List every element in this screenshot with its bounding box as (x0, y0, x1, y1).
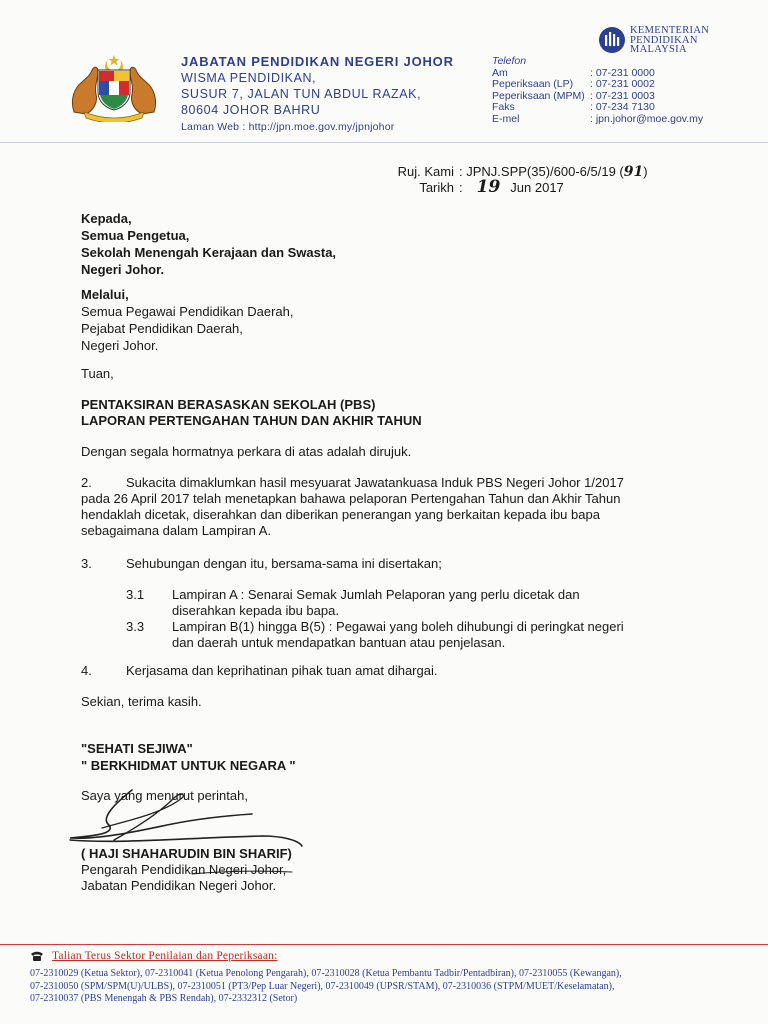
footer-line-3: 07-2310037 (PBS Menengah & PBS Rendah), 07-2332312 (Setor) (30, 993, 298, 1004)
org-name: JABATAN PENDIDIKAN NEGERI JOHOR (181, 54, 454, 69)
contact-value: : 07-234 7130 (590, 101, 655, 113)
via-block (81, 286, 293, 354)
ministry-name-line-1: KEMENTERIAN (630, 25, 710, 36)
paragraph-2-line-1: Sukacita dimaklumkan hasil mesyuarat Jawatankuasa Induk PBS Negeri Johor 1/2017 (126, 475, 624, 490)
date-row (370, 177, 648, 197)
date-label: Tarikh (419, 180, 454, 195)
paragraph-3-text: Sehubungan dengan itu, bersama-sama ini disertakan; (126, 556, 442, 571)
reference-block (370, 164, 648, 196)
item-3-1-number: 3.1 (126, 587, 145, 602)
website-line[interactable]: Laman Web : http://jpn.moe.gov.my/jpnjohor (181, 121, 395, 133)
item-3-1-line-1: Lampiran A : Senarai Semak Jumlah Pelaporan yang perlu dicetak dan (172, 587, 580, 602)
footer-line-1: 07-2310029 (Ketua Sektor), 07-2310041 (Ketua Penolong Pengarah), 07-2310028 (Ketua Pembantu Tadbir/Pentadbiran), 07-2310055 (Kewangan), (30, 968, 622, 979)
contact-row (492, 102, 750, 114)
recipient-line-2: Sekolah Menengah Kerajaan dan Swasta, (81, 245, 337, 260)
contact-value: : 07-231 0003 (590, 89, 655, 102)
intro-paragraph: Dengan segala hormatnya perkara di atas adalah dirujuk. (81, 444, 412, 459)
contact-heading: Telefon (492, 55, 527, 67)
state-crest-logo (68, 52, 160, 122)
motto-block (81, 740, 296, 774)
via-line-3: Negeri Johor. (81, 338, 159, 353)
motto-line-2: " BERKHIDMAT UNTUK NEGARA " (81, 758, 296, 773)
item-3-3-line-2: dan daerah untuk mendapatkan bantuan atau penjelasan. (172, 635, 506, 650)
ministry-name-line-3: MALAYSIA (630, 44, 687, 55)
via-line-1: Semua Pegawai Pendidikan Daerah, (81, 304, 294, 319)
salutation: Tuan, (81, 366, 114, 381)
ministry-name-line-2: PENDIDIKAN (630, 34, 698, 46)
letterhead-divider (0, 142, 768, 143)
footer-heading-text: Talian Terus Sektor Penilaian dan Peperiksaan: (52, 950, 278, 962)
recipient-line-3: Negeri Johor. (81, 262, 165, 277)
subject-line-1: PENTAKSIRAN BERASASKAN SEKOLAH (PBS) (81, 397, 376, 412)
telephone-icon (30, 951, 44, 962)
recipient-line-1: Semua Pengetua, (81, 228, 190, 243)
paragraph-2-line-3: hendaklah dicetak, diserahkan dan diberikan penerangan yang berkaitan kepada ibu bapa (81, 507, 600, 522)
address-line-2: SUSUR 7, JALAN TUN ABDUL RAZAK, (181, 87, 422, 101)
footer-line-2: 07-2310050 (SPM/SPM(U)/ULBS), 07-2310051 (PT3/Pep Luar Negeri), 07-2310049 (UPSR/STAM), 07-2310036 (STPM/MUET/Keselamatan), (30, 980, 615, 992)
signatory-title-2: Jabatan Pendidikan Negeri Johor. (81, 878, 277, 893)
paragraph-4-text: Kerjasama dan keprihatinan pihak tuan amat dihargai. (126, 663, 438, 678)
ruj-value: : JPNJ.SPP(35)/600-6/5/19 ( (459, 164, 624, 179)
paragraph-4-number: 4. (81, 663, 92, 678)
letterhead-organization (181, 54, 454, 135)
item-3-1-line-2: diserahkan kepada ibu bapa. (172, 603, 339, 618)
date-colon: : (459, 180, 463, 195)
contact-block (492, 56, 750, 125)
closing-line: Sekian, terima kasih. (81, 694, 202, 709)
contact-row (492, 79, 750, 91)
address-line-1: WISMA PENDIDIKAN, (181, 71, 317, 85)
address-line-3: 80604 JOHOR BAHRU (181, 103, 321, 117)
via-line-2: Pejabat Pendidikan Daerah, (81, 321, 243, 336)
footer-divider (0, 944, 768, 945)
subject-line-2: LAPORAN PERTENGAHAN TAHUN DAN AKHIR TAHUN (81, 413, 422, 428)
ministry-name (630, 26, 709, 55)
footer-phone-lines (30, 968, 622, 1006)
contact-value: : 07-231 0000 (590, 66, 655, 79)
item-3-3-number: 3.3 (126, 619, 145, 634)
ruj-label: Ruj. Kami (397, 164, 454, 179)
item-3-3-line-1: Lampiran B(1) hingga B(5) : Pegawai yang boleh dihubungi di peringkat negeri (172, 619, 624, 634)
recipient-block (81, 210, 336, 278)
paragraph-2-number: 2. (81, 475, 92, 490)
contact-label: Peperiksaan (LP) (492, 78, 574, 90)
signatory-name: ( HAJI SHAHARUDIN BIN SHARIF) (81, 846, 292, 861)
contact-label: E-mel (492, 112, 520, 125)
date-month-year: Jun 2017 (510, 180, 564, 195)
contact-row (492, 114, 750, 126)
contact-label: Faks (492, 101, 515, 113)
reference-row (370, 164, 648, 180)
via-heading: Melalui, (81, 287, 129, 302)
motto-line-1: "SEHATI SEJIWA" (81, 741, 193, 756)
paragraph-3-number: 3. (81, 556, 92, 571)
footer-heading (30, 950, 278, 962)
paragraph-2-line-4: sebagaimana dalam Lampiran A. (81, 523, 272, 538)
paragraph-2-line-2: pada 26 April 2017 telah menetapkan bahawa pelaporan Pertengahan Tahun dan Akhir Tahun (81, 491, 621, 506)
signoff-intro: Saya yang menurut perintah, (81, 788, 248, 803)
ministry-logo (598, 26, 748, 58)
subject-block (81, 397, 422, 429)
signoff-block (81, 846, 292, 894)
signatory-title-1: Pengarah Pendidikan Negeri Johor, (81, 862, 287, 877)
email-link[interactable]: : jpn.johor@moe.gov.my (590, 112, 704, 125)
date-handwritten-day: 19 (476, 177, 501, 197)
contact-label: Am (492, 66, 508, 79)
contact-label: Peperiksaan (MPM) (492, 89, 585, 102)
ruj-close: ) (643, 164, 648, 179)
ruj-handwritten-number: 91 (623, 164, 644, 180)
recipient-kepada: Kepada, (81, 211, 132, 226)
contact-value: : 07-231 0002 (590, 78, 655, 90)
ministry-emblem-icon (598, 26, 626, 54)
